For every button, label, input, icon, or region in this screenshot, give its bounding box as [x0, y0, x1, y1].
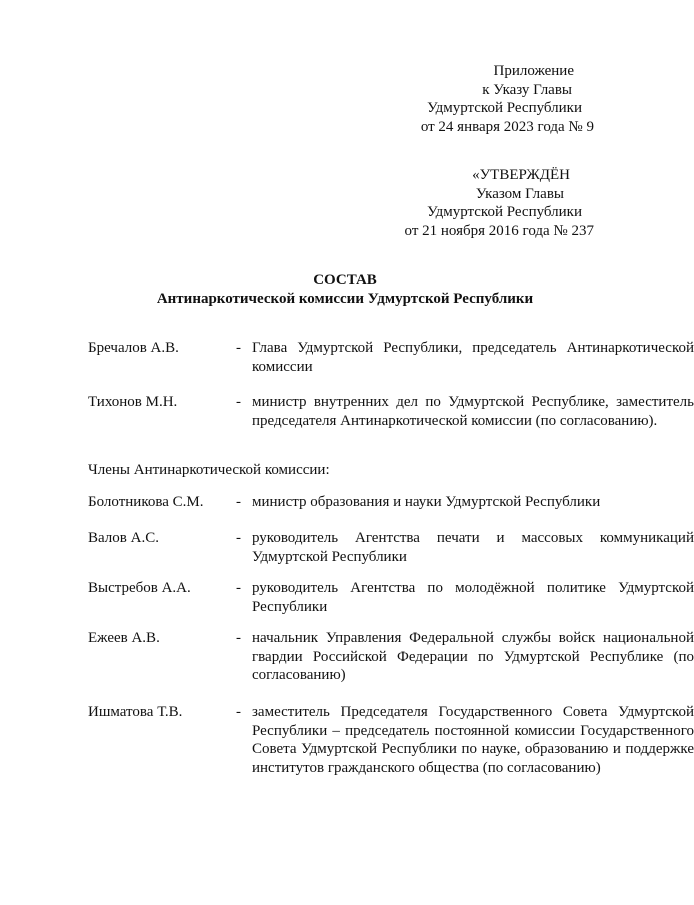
person-name: Тихонов М.Н.: [88, 394, 178, 410]
person-position: министр внутренних дел по Удмуртской Республике, заместитель председателя Антинаркотической комиссии (по согласованию).: [252, 394, 694, 429]
dash: -: [236, 340, 241, 356]
person-name: Болотникова С.М.: [88, 494, 204, 510]
approved-block: [360, 166, 608, 240]
person-name: Ишматова Т.В.: [88, 704, 183, 720]
person-position: заместитель Председателя Государственного Совета Удмуртской Республики – председатель постоянной комиссии Государственного Совета Удмуртской Республики по науке, образованию и поддержке институтов гражданского общества (по согласованию): [252, 704, 694, 776]
person-position: руководитель Агентства печати и массовых коммуникаций Удмуртской Республики: [252, 530, 694, 565]
approved-line: от 21 ноября 2016 года № 237: [404, 222, 594, 239]
person-position: министр образования и науки Удмуртской Республики: [252, 494, 601, 510]
appendix-block: [360, 62, 608, 136]
appendix-line: Приложение: [493, 63, 574, 79]
title-line-1: СОСТАВ: [313, 272, 377, 288]
title-line-2: Антинаркотической комиссии Удмуртской Республики: [156, 290, 534, 307]
dash: -: [236, 394, 241, 410]
person-name: Валов А.С.: [88, 530, 159, 546]
dash: -: [236, 630, 241, 646]
dash: -: [236, 580, 241, 596]
person-position: начальник Управления Федеральной службы войск национальной гвардии Российской Федерации по Удмуртской Республике (по согласованию): [252, 630, 694, 684]
approved-line: Удмуртской Республики: [427, 204, 582, 221]
approved-line: «УТВЕРЖДЁН: [472, 167, 570, 183]
dash: -: [236, 704, 241, 720]
person-position: руководитель Агентства по молодёжной политике Удмуртской Республики: [252, 580, 694, 615]
appendix-line: Удмуртской Республики: [427, 100, 582, 117]
appendix-line: к Указу Главы: [482, 81, 572, 98]
approved-line: Указом Главы: [475, 185, 564, 202]
person-name: Бречалов А.В.: [88, 340, 179, 356]
appendix-line: от 24 января 2023 года № 9: [420, 118, 594, 135]
dash: -: [236, 530, 241, 546]
person-name: Ежеев А.В.: [88, 630, 160, 646]
person-position: Глава Удмуртской Республики, председатель Антинаркотической комиссии: [252, 340, 694, 375]
dash: -: [236, 494, 241, 510]
document-title: [0, 271, 690, 308]
members-heading: Члены Антинаркотической комиссии:: [88, 462, 330, 478]
person-name: Выстребов А.А.: [88, 580, 191, 596]
